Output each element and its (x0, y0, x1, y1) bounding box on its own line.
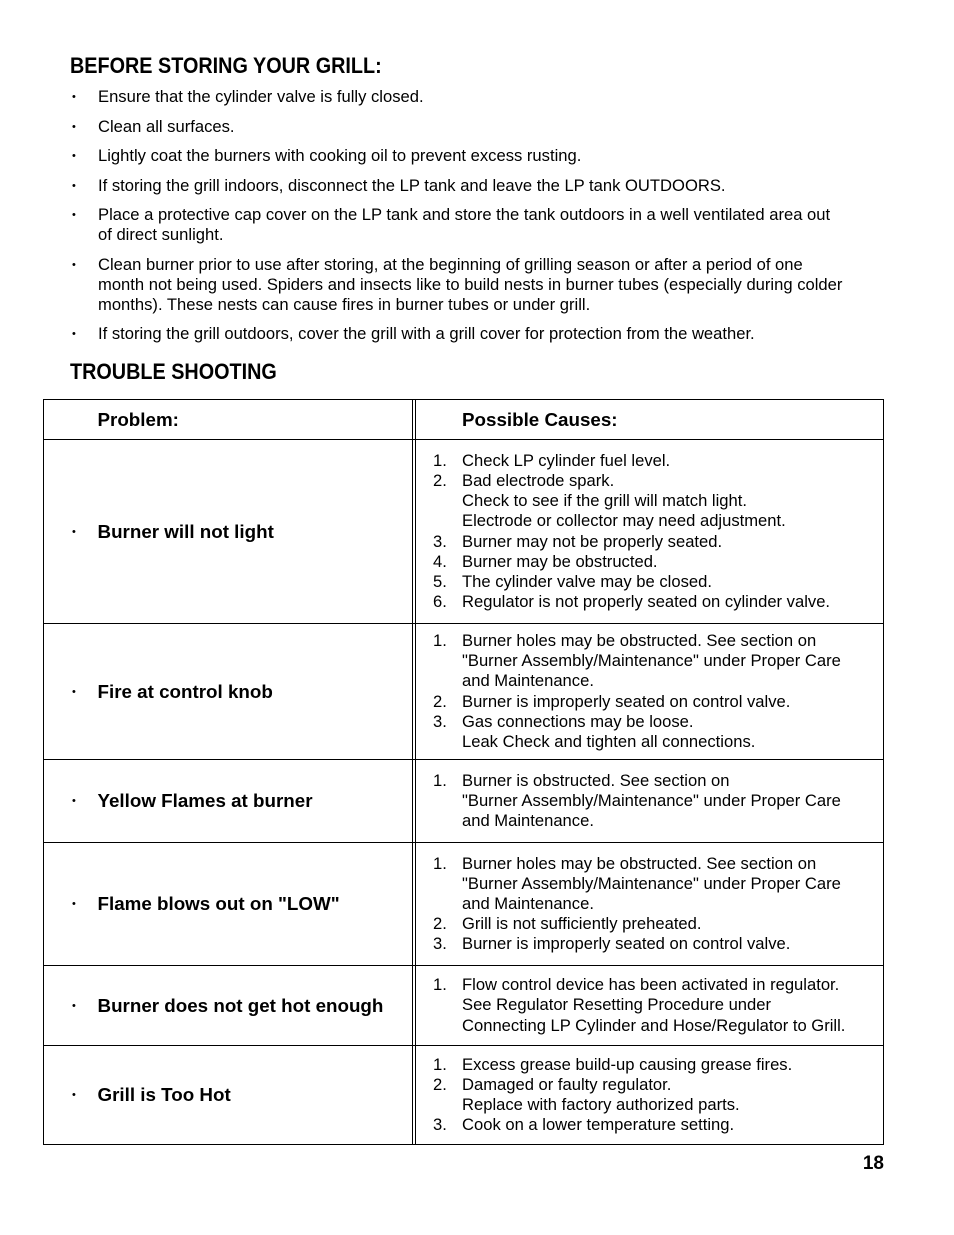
bullet-icon (71, 894, 98, 914)
storing-item-text (98, 87, 424, 107)
cause-text (462, 471, 786, 531)
bullet-icon (71, 996, 98, 1016)
cause-text (462, 692, 790, 712)
cause-number: 2. (433, 1074, 447, 1094)
problem-label: Yellow Flames at burner (97, 790, 313, 811)
problem-cell (44, 760, 413, 842)
cause-text (462, 771, 841, 831)
text-line: "Burner Assembly/Maintenance" under Proper Care (462, 873, 841, 893)
storing-item-text (98, 176, 726, 196)
storing-item (70, 146, 870, 166)
causes-column-header: Possible Causes: (462, 408, 618, 430)
storing-item (70, 176, 870, 196)
text-line: Gas connections may be loose. (462, 711, 694, 731)
cause-item (433, 471, 883, 531)
cause-number: 2. (433, 914, 447, 934)
cause-number: 6. (433, 591, 447, 611)
problem-header-cell (44, 400, 413, 439)
problem-cell (44, 1046, 413, 1144)
cause-text (462, 592, 830, 612)
problem-cell (44, 440, 413, 623)
storing-checklist (70, 87, 870, 354)
cause-text (462, 1075, 740, 1115)
cause-text (462, 975, 845, 1035)
text-line: Connecting LP Cylinder and Hose/Regulator to Grill. (462, 1015, 846, 1035)
text-line: If storing the grill outdoors, cover the grill with a grill cover for protection from the weather. (98, 324, 755, 343)
text-line: Replace with factory authorized parts. (462, 1094, 740, 1114)
cause-item (433, 592, 883, 612)
storing-item (70, 205, 870, 245)
problem-cell (44, 624, 413, 759)
storing-item-text (98, 324, 755, 344)
cause-text (462, 712, 755, 752)
storing-item-text (98, 117, 235, 137)
text-line: If storing the grill indoors, disconnect the LP tank and leave the LP tank OUTDOORS. (98, 175, 726, 195)
cause-item (433, 451, 883, 471)
text-line: "Burner Assembly/Maintenance" under Proper Care (462, 790, 841, 810)
causes-header-cell (415, 400, 884, 439)
bullet-icon (70, 324, 98, 344)
text-line: Burner may be obstructed. (462, 551, 658, 571)
storing-heading: BEFORE STORING YOUR GRILL: (70, 53, 382, 78)
causes-cell (415, 440, 884, 623)
text-line: and Maintenance. (462, 811, 594, 831)
cause-text (462, 552, 658, 572)
cause-number: 3. (433, 531, 447, 551)
text-line: Leak Check and tighten all connections. (462, 731, 756, 751)
trouble-row (44, 439, 883, 623)
text-line: Grill is not sufficiently preheated. (462, 914, 702, 934)
text-line: Damaged or faulty regulator. (462, 1074, 672, 1094)
bullet-icon (71, 522, 98, 542)
trouble-row (44, 965, 883, 1045)
cause-number: 1. (433, 451, 447, 471)
cause-item (433, 631, 883, 691)
table-header-row (44, 400, 883, 439)
trouble-row (44, 759, 883, 842)
storing-item (70, 255, 870, 315)
troubleshooting-table (43, 399, 884, 1145)
cause-item (433, 552, 883, 572)
bullet-icon (70, 117, 98, 137)
cause-number: 3. (433, 934, 447, 954)
bullet-icon (70, 176, 98, 196)
problem-label: Fire at control knob (97, 680, 273, 702)
cause-number: 1. (433, 1054, 447, 1074)
text-line: Burner is improperly seated on control valve. (462, 934, 791, 954)
text-line: Clean burner prior to use after storing, at the beginning of grilling season or after a period of one (98, 254, 803, 274)
bullet-icon (70, 87, 98, 107)
cause-item (433, 572, 883, 592)
text-line: Lightly coat the burners with cooking oil to prevent excess rusting. (98, 146, 582, 165)
storing-item-text (98, 146, 581, 166)
problem-cell (44, 843, 413, 965)
bullet-icon (71, 1085, 98, 1105)
problem-label: Burner does not get hot enough (97, 994, 384, 1016)
cause-item (433, 914, 883, 934)
cause-item (433, 1075, 883, 1115)
trouble-row (44, 623, 883, 759)
cause-text (462, 451, 670, 471)
text-line: The cylinder valve may be closed. (462, 571, 712, 591)
problem-label: Flame blows out on "LOW" (97, 893, 340, 914)
cause-item (433, 854, 883, 914)
text-line: of direct sunlight. (98, 225, 224, 244)
problem-cell (44, 966, 413, 1045)
cause-number: 3. (433, 1114, 447, 1134)
cause-text (462, 631, 841, 691)
cause-text (462, 572, 712, 592)
text-line: Clean all surfaces. (98, 116, 235, 136)
storing-item (70, 117, 870, 137)
text-line: months). These nests can cause fires in burner tubes or under grill. (98, 294, 591, 314)
text-line: Excess grease build-up causing grease fires. (462, 1054, 793, 1074)
cause-number: 1. (433, 770, 447, 790)
storing-item (70, 87, 870, 107)
trouble-row (44, 1045, 883, 1144)
text-line: Regulator is not properly seated on cylinder valve. (462, 591, 831, 611)
causes-cell (415, 843, 884, 965)
bullet-icon (70, 146, 98, 166)
text-line: Burner is obstructed. See section on (462, 770, 730, 790)
cause-text (462, 1055, 792, 1075)
cause-number: 4. (433, 551, 447, 571)
text-line: Burner may not be properly seated. (462, 531, 723, 551)
cause-number: 2. (433, 471, 447, 491)
causes-cell (415, 760, 884, 842)
cause-text (462, 854, 841, 914)
text-line: Ensure that the cylinder valve is fully closed. (98, 87, 424, 106)
problem-column-header: Problem: (97, 408, 179, 430)
text-line: Electrode or collector may need adjustment. (462, 511, 786, 531)
text-line: See Regulator Resetting Procedure under (462, 995, 772, 1015)
text-line: Cook on a lower temperature setting. (462, 1114, 735, 1134)
text-line: month not being used. Spiders and insects like to build nests in burner tubes (especially during colder (98, 274, 843, 294)
cause-item (433, 934, 883, 954)
causes-cell (415, 624, 884, 759)
problem-label: Burner will not light (97, 520, 274, 542)
cause-text (462, 1115, 734, 1135)
cause-item (433, 532, 883, 552)
text-line: "Burner Assembly/Maintenance" under Proper Care (462, 651, 841, 671)
cause-number: 3. (433, 711, 447, 731)
cause-number: 2. (433, 691, 447, 711)
trouble-row (44, 842, 883, 965)
bullet-icon (70, 205, 98, 245)
bullet-icon (70, 255, 98, 315)
text-line: and Maintenance. (462, 893, 594, 913)
cause-item (433, 692, 883, 712)
cause-item (433, 771, 883, 831)
troubleshooting-heading: TROUBLE SHOOTING (70, 359, 277, 384)
text-line: Check to see if the grill will match light. (462, 491, 747, 511)
causes-cell (415, 1046, 884, 1144)
cause-text (462, 532, 722, 552)
cause-text (462, 934, 790, 954)
cause-text (462, 914, 702, 934)
causes-cell (415, 966, 884, 1045)
text-line: Burner holes may be obstructed. See section on (462, 631, 817, 651)
cause-number: 1. (433, 631, 447, 651)
cause-item (433, 975, 883, 1035)
bullet-icon (71, 682, 98, 702)
text-line: Burner holes may be obstructed. See section on (462, 853, 817, 873)
cause-number: 5. (433, 571, 447, 591)
cause-item (433, 1055, 883, 1075)
text-line: Flow control device has been activated in regulator. (462, 975, 840, 995)
storing-item-text (98, 255, 842, 315)
bullet-icon (71, 791, 98, 811)
page-number: 18 (862, 1153, 884, 1174)
text-line: Place a protective cap cover on the LP tank and store the tank outdoors in a well ventilated area out (98, 205, 831, 224)
storing-item-text (98, 205, 830, 245)
cause-item (433, 712, 883, 752)
text-line: and Maintenance. (462, 671, 594, 691)
cause-number: 1. (433, 975, 447, 995)
cause-number: 1. (433, 853, 447, 873)
text-line: Bad electrode spark. (462, 471, 615, 491)
text-line: Burner is improperly seated on control valve. (462, 691, 791, 711)
problem-label: Grill is Too Hot (97, 1083, 231, 1105)
storing-item (70, 324, 870, 344)
cause-item (433, 1115, 883, 1135)
text-line: Check LP cylinder fuel level. (462, 451, 671, 471)
